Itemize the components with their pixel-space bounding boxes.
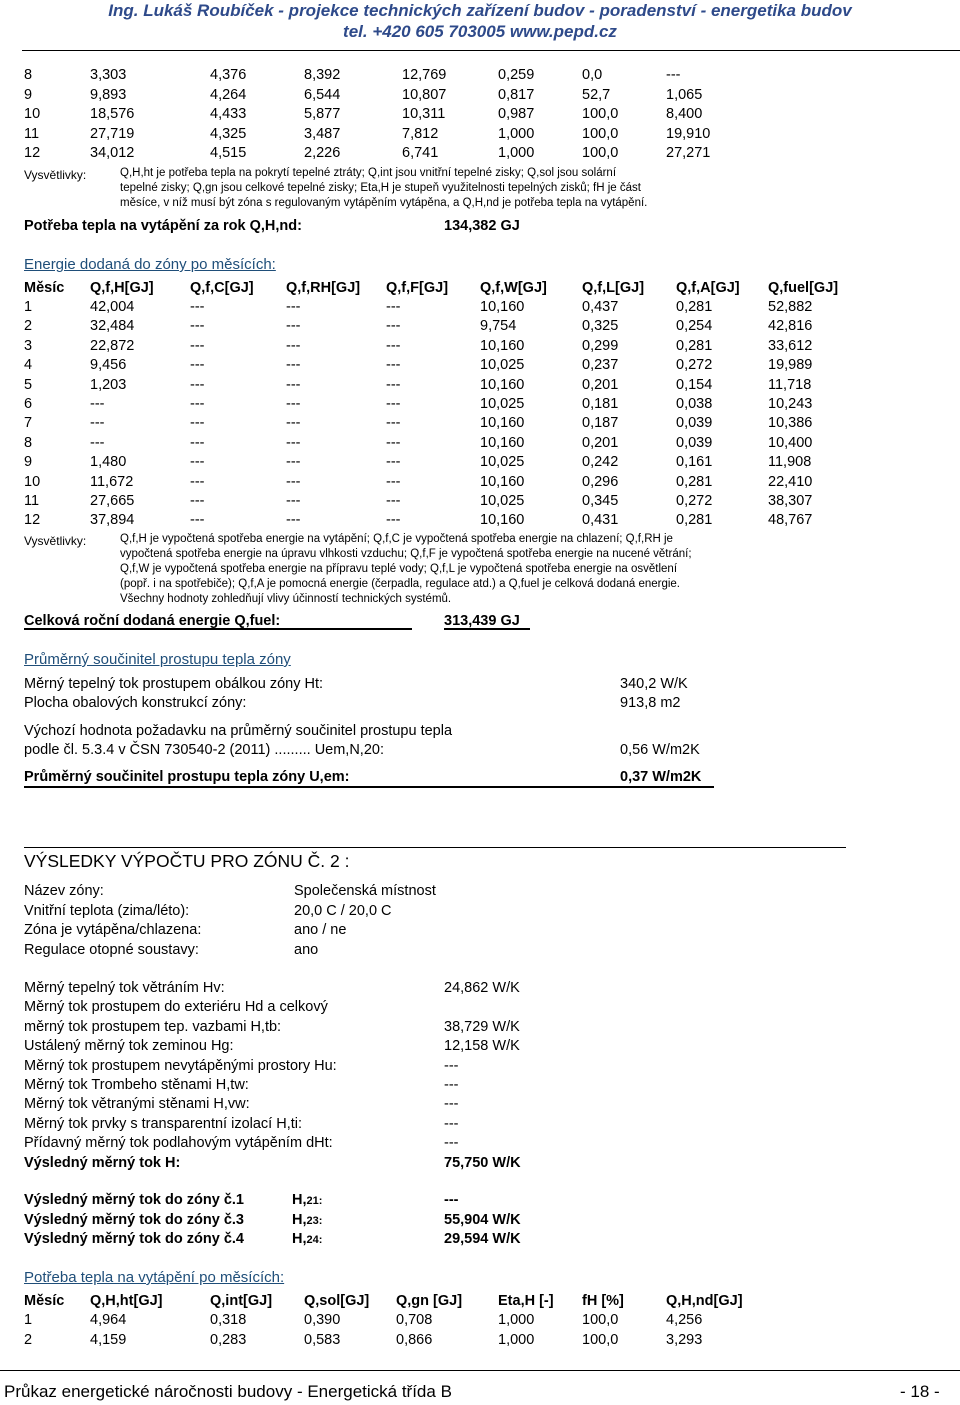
table1-legend-line: měsíce, v níž musí být zóna s regulovaným vytápěním vytápěna, a Q,H,nd je potřeba tepla na vytápění.	[120, 197, 648, 209]
table-cell: 37,894	[90, 512, 135, 529]
table-cell: 100,0	[582, 106, 619, 122]
table-cell: Měrný tepelný tok větráním Hv:	[24, 980, 225, 996]
table-cell: 12,769	[402, 67, 447, 83]
table-cell: 0,181	[582, 396, 619, 412]
table-cell: Q,f,A[GJ]	[676, 280, 740, 296]
table-cell: 0,325	[582, 318, 619, 335]
table-cell: ---	[444, 1077, 459, 1093]
table-cell: 34,012	[90, 145, 135, 161]
table-cell: 1,000	[498, 1312, 535, 1328]
interzone-label: Výsledný měrný tok do zóny č.4	[24, 1231, 244, 1247]
table1-legend-line: tepelné zisky; Q,gn jsou celkové tepelné zisky; Eta,H je stupeň využitelnosti tepelných zisků; fH je část	[120, 182, 641, 194]
table2-legend-line: Q,f,W je vypočtená spotřeba energie na přípravu teplé vody; Q,f,L je vypočtená spotřeba energie na osvětlení	[120, 563, 678, 575]
header-company-line: Ing. Lukáš Roubíček - projekce technických zařízení budov - poradenství - energetika budov	[108, 1, 852, 20]
table-cell: 42,816	[768, 318, 813, 335]
table-cell: 75,750 W/K	[444, 1154, 521, 1171]
transmittance-title: Průměrný součinitel prostupu tepla zóny	[24, 651, 291, 668]
table-cell: 10,160	[480, 376, 525, 393]
table-cell: 1,000	[498, 145, 535, 161]
table-cell: ---	[386, 396, 401, 412]
table-cell: 8,400	[666, 106, 703, 122]
table-cell: 4	[24, 357, 33, 374]
table-cell: 11,718	[768, 376, 812, 393]
table-cell: ---	[286, 512, 301, 529]
table2-legend-label: Vysvětlivky:	[24, 534, 87, 548]
table-cell: Q,H,nd[GJ]	[666, 1293, 743, 1309]
table-cell: Q,f,L[GJ]	[582, 280, 645, 296]
table-cell: 10,160	[480, 434, 525, 451]
table-cell: 100,0	[582, 145, 619, 161]
table-cell: Měrný tok Trombeho stěnami H,tw:	[24, 1077, 249, 1093]
table-cell: 0,299	[582, 337, 619, 354]
table-cell: 4,264	[210, 86, 247, 103]
table-cell: ---	[286, 337, 301, 354]
table-cell: ---	[444, 1135, 459, 1152]
table-cell: 1,065	[666, 86, 703, 103]
table-cell: 0,583	[304, 1331, 341, 1348]
table-cell: ---	[666, 67, 681, 83]
table-cell: ---	[386, 493, 401, 509]
table-cell: Q,f,F[GJ]	[386, 280, 449, 296]
table-cell: 1,000	[498, 125, 535, 142]
table-cell: ---	[386, 318, 401, 335]
table-cell: 2,226	[304, 145, 341, 161]
table-cell: Eta,H [-]	[498, 1293, 554, 1309]
table-cell: Měsíc	[24, 1293, 65, 1309]
table-cell: 27,665	[90, 493, 135, 509]
table-cell: 22,872	[90, 337, 135, 354]
table-cell: ---	[286, 473, 301, 490]
table-cell: ano	[294, 941, 319, 958]
area-label: Plocha obalových konstrukcí zóny:	[24, 695, 247, 711]
table-cell: ---	[286, 454, 301, 471]
table-cell: ---	[90, 415, 105, 432]
table-cell: 0,154	[676, 376, 713, 393]
table-cell: Regulace otopné soustavy:	[24, 941, 199, 958]
table-cell: 27,719	[90, 125, 135, 142]
table-cell: 18,576	[90, 106, 135, 122]
table-cell: ---	[286, 434, 301, 451]
table-cell: 20,0 C / 20,0 C	[294, 902, 392, 919]
table-cell: ---	[190, 357, 205, 374]
table-cell: 0,281	[676, 337, 713, 354]
annual-delivered-energy-value: 313,439 GJ	[444, 613, 520, 629]
table-cell: 33,612	[768, 337, 813, 354]
table-cell: 11	[24, 125, 40, 142]
ht-label: Měrný tepelný tok prostupem obálkou zóny Ht:	[24, 676, 324, 692]
table-cell: 0,708	[396, 1312, 433, 1328]
table-cell: Q,fuel[GJ]	[768, 280, 839, 296]
table-cell: 10,025	[480, 396, 525, 412]
table-cell: 0,038	[676, 396, 713, 412]
table-cell: 0,0	[582, 67, 603, 83]
table-cell: 0,161	[676, 454, 713, 471]
table-cell: Ustálený měrný tok zeminou Hg:	[24, 1038, 234, 1055]
monthly-demand-title: Potřeba tepla na vytápění po měsících:	[24, 1269, 285, 1286]
table-cell: 42,004	[90, 299, 135, 315]
table-cell: ---	[286, 396, 301, 412]
annual-heating-demand-value: 134,382 GJ	[444, 218, 520, 234]
table-cell: 100,0	[582, 1312, 619, 1328]
table-cell: Q,f,H[GJ]	[90, 280, 154, 296]
table-cell: ---	[190, 473, 205, 490]
table-cell: 10,807	[402, 86, 447, 103]
table-cell: 3,293	[666, 1331, 703, 1348]
table-cell: fH [%]	[582, 1293, 624, 1309]
table-cell: 9,754	[480, 318, 517, 335]
table-cell: 38,729 W/K	[444, 1018, 520, 1035]
table-cell: 1,480	[90, 454, 127, 471]
table-cell: ---	[286, 493, 301, 509]
table-cell: 6,741	[402, 145, 439, 161]
table-cell: 10,160	[480, 299, 525, 315]
table-cell: 0,039	[676, 415, 713, 432]
requirement-label-line2: podle čl. 5.3.4 v ČSN 730540-2 (2011) ......... Uem,N,20:	[24, 742, 384, 758]
table-cell: ---	[386, 473, 401, 490]
table-cell: 8	[24, 67, 33, 83]
table-cell: 22,410	[768, 473, 813, 490]
table-cell: 9,893	[90, 86, 127, 103]
table-cell: 4,325	[210, 125, 247, 142]
footer-title: Průkaz energetické náročnosti budovy - Energetická třída B	[4, 1382, 452, 1401]
table-cell: Společenská místnost	[294, 883, 436, 899]
table-cell: 10,311	[402, 106, 446, 122]
table-cell: 0,987	[498, 106, 535, 122]
total-value-underline	[444, 628, 530, 630]
table-cell: 52,7	[582, 86, 611, 103]
table-cell: ---	[386, 357, 401, 374]
header-divider	[22, 50, 960, 51]
table-cell: 10,025	[480, 454, 525, 471]
table-cell: Zóna je vytápěna/chlazena:	[24, 922, 202, 938]
table-cell: 2	[24, 318, 33, 335]
interzone-subscript: 23:	[306, 1214, 323, 1227]
table-cell: ---	[286, 318, 301, 335]
table-cell: 38,307	[768, 493, 813, 509]
table-cell: 10	[24, 473, 41, 490]
table-cell: 32,484	[90, 318, 135, 335]
interzone-symbol: H,24:	[292, 1231, 323, 1247]
table-cell: 0,272	[676, 493, 713, 509]
table2-legend-line: vypočtená spotřeba energie na úpravu vlhkosti vzduchu; Q,f,F je vypočtená spotřeba energie na nucené větrání;	[120, 548, 692, 560]
table-cell: 4,515	[210, 145, 247, 161]
table-cell: 0,039	[676, 434, 713, 451]
ht-value: 340,2 W/K	[620, 676, 688, 692]
table-cell: 52,882	[768, 299, 813, 315]
table-cell: ---	[386, 512, 401, 529]
annual-heating-demand-label: Potřeba tepla na vytápění za rok Q,H,nd:	[24, 218, 302, 234]
table-cell: 19,989	[768, 357, 813, 374]
interzone-symbol: H,23:	[292, 1211, 323, 1228]
table-cell: 0,318	[210, 1312, 247, 1328]
table-cell: 9,456	[90, 357, 127, 374]
uem-value: 0,37 W/m2K	[620, 769, 702, 785]
table-cell: 6	[24, 396, 33, 412]
table-cell: 3	[24, 337, 33, 354]
interzone-subscript: 21:	[306, 1195, 323, 1207]
table-cell: ---	[286, 415, 301, 432]
table-cell: ---	[90, 434, 105, 451]
table-cell: 10,160	[480, 337, 525, 354]
table-cell: 10,160	[480, 415, 525, 432]
table-cell: Q,f,W[GJ]	[480, 280, 547, 296]
table-cell: 12	[24, 145, 41, 161]
table-cell: 10,160	[480, 512, 525, 529]
table-cell: 3,487	[304, 125, 341, 142]
table-cell: Q,f,C[GJ]	[190, 280, 254, 296]
delivered-energy-title: Energie dodaná do zóny po měsících:	[24, 256, 276, 273]
interzone-symbol: H,21:	[292, 1192, 323, 1208]
table-cell: 100,0	[582, 1331, 619, 1348]
table1-legend-label: Vysvětlivky:	[24, 168, 87, 182]
table-cell: 0,283	[210, 1331, 247, 1348]
table-cell: ---	[286, 299, 301, 315]
table-cell: 0,254	[676, 318, 713, 335]
table-cell: ---	[190, 434, 205, 451]
table-cell: 0,201	[582, 434, 619, 451]
table-cell: 0,242	[582, 454, 619, 471]
table-cell: 0,201	[582, 376, 619, 393]
table-cell: 10,386	[768, 415, 813, 432]
table-cell: 11	[24, 493, 40, 509]
table-cell: ---	[286, 357, 301, 374]
table-cell: Vnitřní teplota (zima/léto):	[24, 902, 190, 919]
table-cell: 10,243	[768, 396, 813, 412]
table-cell: ---	[190, 337, 205, 354]
table-cell: 0,259	[498, 67, 535, 83]
table-cell: 4,964	[90, 1312, 127, 1328]
table-cell: 4,159	[90, 1331, 127, 1348]
interzone-label: Výsledný měrný tok do zóny č.1	[24, 1192, 244, 1208]
table-cell: 0,390	[304, 1312, 341, 1328]
table-cell: 11,672	[90, 473, 134, 490]
uem-underline	[24, 786, 714, 788]
table-cell: 1,203	[90, 376, 127, 393]
table-cell: 4,433	[210, 106, 247, 122]
table-cell: 6,544	[304, 86, 341, 103]
table-cell: 4,256	[666, 1312, 703, 1328]
table-cell: 10,160	[480, 473, 525, 490]
table-cell: 12	[24, 512, 41, 529]
table-cell: Q,H,ht[GJ]	[90, 1293, 163, 1309]
interzone-value: 29,594 W/K	[444, 1231, 521, 1247]
table-cell: 0,237	[582, 357, 619, 374]
interzone-subscript: 24:	[306, 1234, 323, 1246]
table-cell: Přídavný měrný tok podlahovým vytápěním dHt:	[24, 1135, 333, 1152]
table-cell: 5,877	[304, 106, 341, 122]
table-cell: 19,910	[666, 125, 711, 142]
table-cell: 8	[24, 434, 33, 451]
table-cell: ---	[386, 434, 401, 451]
table-cell: 1	[24, 1312, 33, 1328]
table-cell: ---	[190, 376, 205, 393]
table-cell: Q,int[GJ]	[210, 1293, 273, 1309]
footer-divider	[0, 1370, 960, 1371]
table-cell: Měrný tok prvky s transparentní izolací H,ti:	[24, 1115, 303, 1132]
table-cell: ano / ne	[294, 922, 347, 938]
table-cell: ---	[444, 1096, 459, 1113]
table-cell: ---	[386, 415, 401, 432]
table-cell: 0,345	[582, 493, 619, 509]
table-cell: ---	[190, 512, 205, 529]
table-cell: Měrný tok prostupem nevytápěnými prostory Hu:	[24, 1057, 337, 1074]
table-cell: ---	[386, 337, 401, 354]
table-cell: 9	[24, 86, 33, 103]
interzone-value: ---	[444, 1192, 459, 1208]
table-cell: 10,400	[768, 434, 813, 451]
table-cell: Q,gn [GJ]	[396, 1293, 463, 1309]
table-cell: 4,376	[210, 67, 247, 83]
table-cell: Měrný tok větranými stěnami H,vw:	[24, 1096, 250, 1113]
table-cell: ---	[386, 454, 401, 471]
interzone-label: Výsledný měrný tok do zóny č.3	[24, 1211, 244, 1228]
table-cell: 11,908	[768, 454, 812, 471]
table-cell: 0,272	[676, 357, 713, 374]
table-cell: 5	[24, 376, 33, 393]
zone2-heading: VÝSLEDKY VÝPOČTU PRO ZÓNU Č. 2 :	[24, 851, 350, 871]
table-cell: ---	[444, 1057, 459, 1074]
total-label-underline	[24, 628, 412, 630]
table-cell: 1,000	[498, 1331, 535, 1348]
table-cell: ---	[386, 376, 401, 393]
table2-legend-line: (popř. i na spotřebiče); Q,f,A je pomocná energie (čerpadla, regulace atd.) a Q,fuel je celková dodaná energie.	[120, 578, 680, 590]
table-cell: 7	[24, 415, 33, 432]
table-cell: Q,sol[GJ]	[304, 1293, 370, 1309]
table-cell: ---	[190, 396, 205, 412]
table-cell: ---	[90, 396, 105, 412]
table-cell: 2	[24, 1331, 33, 1348]
table-cell: 0,866	[396, 1331, 433, 1348]
table-cell: 10	[24, 106, 41, 122]
table-cell: Měsíc	[24, 280, 65, 296]
requirement-value: 0,56 W/m2K	[620, 742, 700, 758]
table-cell: ---	[190, 454, 205, 471]
table-cell: 0,817	[498, 86, 535, 103]
table-cell: 24,862 W/K	[444, 980, 520, 996]
table-cell: 48,767	[768, 512, 813, 529]
table-cell: 0,296	[582, 473, 619, 490]
table-cell: ---	[190, 415, 205, 432]
table-cell: 0,281	[676, 473, 713, 490]
footer-page-number: - 18 -	[900, 1382, 940, 1401]
annual-delivered-energy-label: Celková roční dodaná energie Q,fuel:	[24, 613, 281, 629]
table-cell: 100,0	[582, 125, 619, 142]
header-contact-line: tel. +420 605 703005 www.pepd.cz	[343, 22, 617, 41]
area-value: 913,8 m2	[620, 695, 681, 711]
table-cell: 0,281	[676, 299, 713, 315]
table-cell: Název zóny:	[24, 883, 104, 899]
table-cell: 0,281	[676, 512, 713, 529]
table1-legend-line: Q,H,ht je potřeba tepla na pokrytí tepelné ztráty; Q,int jsou vnitřní tepelné zisky; Q,sol jsou solární	[120, 167, 617, 179]
table-cell: 1	[24, 299, 33, 315]
table-cell: 8,392	[304, 67, 341, 83]
table-cell: 0,437	[582, 299, 619, 315]
table-cell: 7,812	[402, 125, 439, 142]
table-cell: ---	[190, 493, 205, 509]
table-cell: 10,025	[480, 493, 525, 509]
table-cell: 9	[24, 454, 33, 471]
table-cell: ---	[190, 318, 205, 335]
table-cell: 12,158 W/K	[444, 1038, 520, 1055]
table-cell: 10,025	[480, 357, 525, 374]
requirement-label: Výchozí hodnota požadavku na průměrný součinitel prostupu tepla	[24, 723, 453, 739]
table-cell: ---	[286, 376, 301, 393]
table-cell: ---	[190, 299, 205, 315]
table-cell: Q,f,RH[GJ]	[286, 280, 361, 296]
table-cell: měrný tok prostupem tep. vazbami H,tb:	[24, 1018, 282, 1035]
table-cell: 3,303	[90, 67, 127, 83]
table-cell: 0,187	[582, 415, 619, 432]
table-cell: Výsledný měrný tok H:	[24, 1154, 181, 1171]
table-cell: 0,431	[582, 512, 619, 529]
table2-legend-line: Q,f,H je vypočtená spotřeba energie na vytápění; Q,f,C je vypočtená spotřeba energie na chlazení; Q,f,RH je	[120, 533, 673, 545]
table-cell: 27,271	[666, 145, 711, 161]
zone2-heading-rule	[24, 847, 846, 848]
table2-legend-line: Všechny hodnoty zohledňují vlivy účinností technických systémů.	[120, 593, 452, 605]
table-cell: ---	[444, 1115, 459, 1132]
uem-label: Průměrný součinitel prostupu tepla zóny U,em:	[24, 769, 350, 785]
table-cell: ---	[386, 299, 401, 315]
interzone-value: 55,904 W/K	[444, 1211, 521, 1228]
table-cell: Měrný tok prostupem do exteriéru Hd a celkový	[24, 999, 328, 1016]
